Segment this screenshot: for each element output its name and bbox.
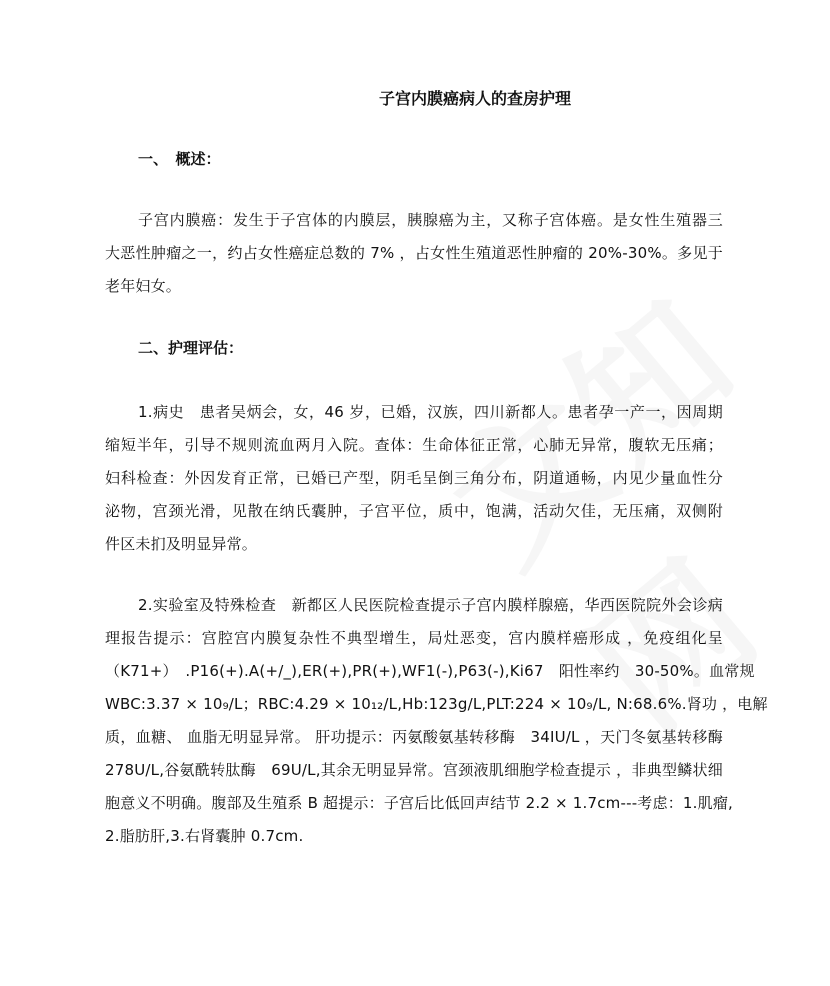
text-line: 278U/L,谷氨酰转肽酶 69U/L,其余无明显异常。宫颈液肌细胞学检查提示 ，非典型鳞状细	[105, 761, 723, 779]
text-line: WBC:3.37 × 10₉/L；RBC:4.29 × 10₁₂/L,Hb:123g/L,PLT:224 × 10₉/L, N:68.6%.肾功 ，电解	[105, 695, 768, 713]
paragraph-lab-tests	[105, 594, 768, 858]
text-line: 泌物，宫颈光滑，见散在纳氏囊肿，子宫平位，质中，饱满，活动欠佳，无压痛，双侧附	[105, 502, 723, 520]
text-line: （K71+） .P16(+).A(+/_),ER(+),PR(+),WF1(-),P63(-),Ki67 阳性率约 30-50%。血常规	[105, 662, 755, 680]
text-line: 2.脂肪肝,3.右肾囊肿 0.7cm.	[105, 827, 304, 845]
text-line: 子宫内膜癌：发生于子宫体的内膜层，胰腺癌为主，又称子宫体癌。是女性生殖器三	[138, 211, 723, 229]
text-line: 妇科检查：外因发育正常，已婚已产型，阴毛呈倒三角分布，阴道通畅，内见少量血性分	[105, 469, 723, 487]
section-heading-overview: 一、 概述：	[138, 150, 221, 168]
paragraph-history	[105, 401, 723, 566]
text-line: 理报告提示：宫腔宫内膜复杂性不典型增生，局灶恶变，宫内膜样癌形成 ，免疫组化呈	[105, 629, 723, 647]
document-title: 子宫内膜癌病人的查房护理	[378, 89, 571, 108]
text-line: 质，血糖、 血脂无明显异常。 肝功提示：丙氨酸氨基转移酶 34IU/L ，天门冬氨基转移酶	[105, 728, 723, 746]
text-line: 2.实验室及特殊检查 新都区人民医院检查提示子宫内膜样腺癌，华西医院院外会诊病	[138, 596, 723, 614]
text-line: 1.病史 患者吴炳会，女，46 岁，已婚，汉族，四川新都人。患者孕一产一，因周期	[138, 403, 723, 421]
text-line: 老年妇女。	[105, 277, 182, 295]
paragraph-overview	[105, 209, 723, 308]
text-line: 大恶性肿瘤之一，约占女性癌症总数的 7% ，占女性生殖道恶性肿瘤的 20%-30%。多见于	[105, 244, 723, 262]
text-line: 缩短半年，引导不规则流血两月入院。查体：生命体征正常，心肺无异常，腹软无压痛；	[105, 436, 723, 454]
section-heading-assessment: 二、护理评估：	[138, 339, 244, 357]
text-line: 件区未扪及明显异常。	[105, 535, 258, 553]
text-line: 胞意义不明确。腹部及生殖系 B 超提示：子宫后比低回声结节 2.2 × 1.7cm---考虑：1.肌瘤,	[105, 794, 733, 812]
